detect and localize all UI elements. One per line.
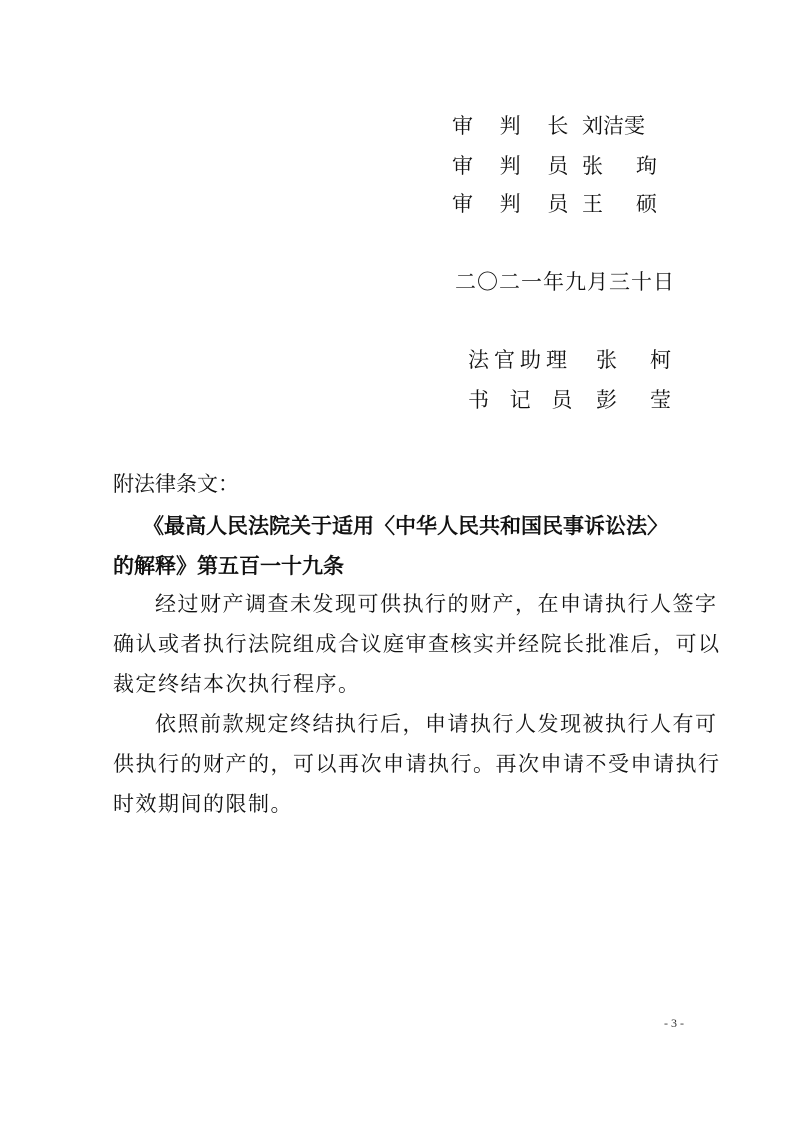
signature-judge-2 bbox=[452, 188, 663, 218]
paragraph-1-line-2: 确认或者执行法院组成合议庭审查核实并经院长批准后，可以 bbox=[113, 632, 721, 656]
signature-name: 张 珣 bbox=[582, 154, 663, 178]
signature-judge-assistant bbox=[468, 344, 677, 374]
appendix-heading: 附法律条文： bbox=[113, 472, 239, 496]
signature-name: 刘洁雯 bbox=[582, 114, 645, 138]
law-title-line-1: 《最高人民法院关于适用〈中华人民共和国民事诉讼法〉 bbox=[143, 514, 668, 538]
signature-role: 书 记 员 bbox=[468, 388, 580, 412]
signature-role: 审 判 长 bbox=[452, 114, 579, 138]
judgment-date: 二〇二一年九月三十日 bbox=[455, 270, 675, 294]
signature-name: 王 硕 bbox=[582, 192, 663, 216]
paragraph-2-line-2: 供执行的财产的，可以再次申请执行。再次申请不受申请执行 bbox=[113, 752, 721, 776]
paragraph-1-line-3: 裁定终结本次执行程序。 bbox=[113, 672, 361, 696]
signature-name: 张 柯 bbox=[596, 348, 677, 372]
paragraph-2-line-3: 时效期间的限制。 bbox=[113, 792, 293, 816]
signature-presiding-judge bbox=[452, 110, 645, 140]
signature-clerk bbox=[468, 384, 677, 414]
signature-role: 审 判 员 bbox=[452, 192, 579, 216]
law-title-line-2: 的解释》第五百一十九条 bbox=[113, 554, 344, 578]
signature-judge-1 bbox=[452, 150, 663, 180]
paragraph-1-line-1: 经过财产调查未发现可供执行的财产，在申请执行人签字 bbox=[155, 592, 718, 616]
signature-role: 审 判 员 bbox=[452, 154, 579, 178]
signature-name: 彭 莹 bbox=[596, 388, 677, 412]
signature-role: 法官助理 bbox=[468, 348, 572, 372]
paragraph-2-line-1: 依照前款规定终结执行后，申请执行人发现被执行人有可 bbox=[155, 712, 718, 736]
page-number: - 3 - bbox=[664, 1016, 684, 1030]
